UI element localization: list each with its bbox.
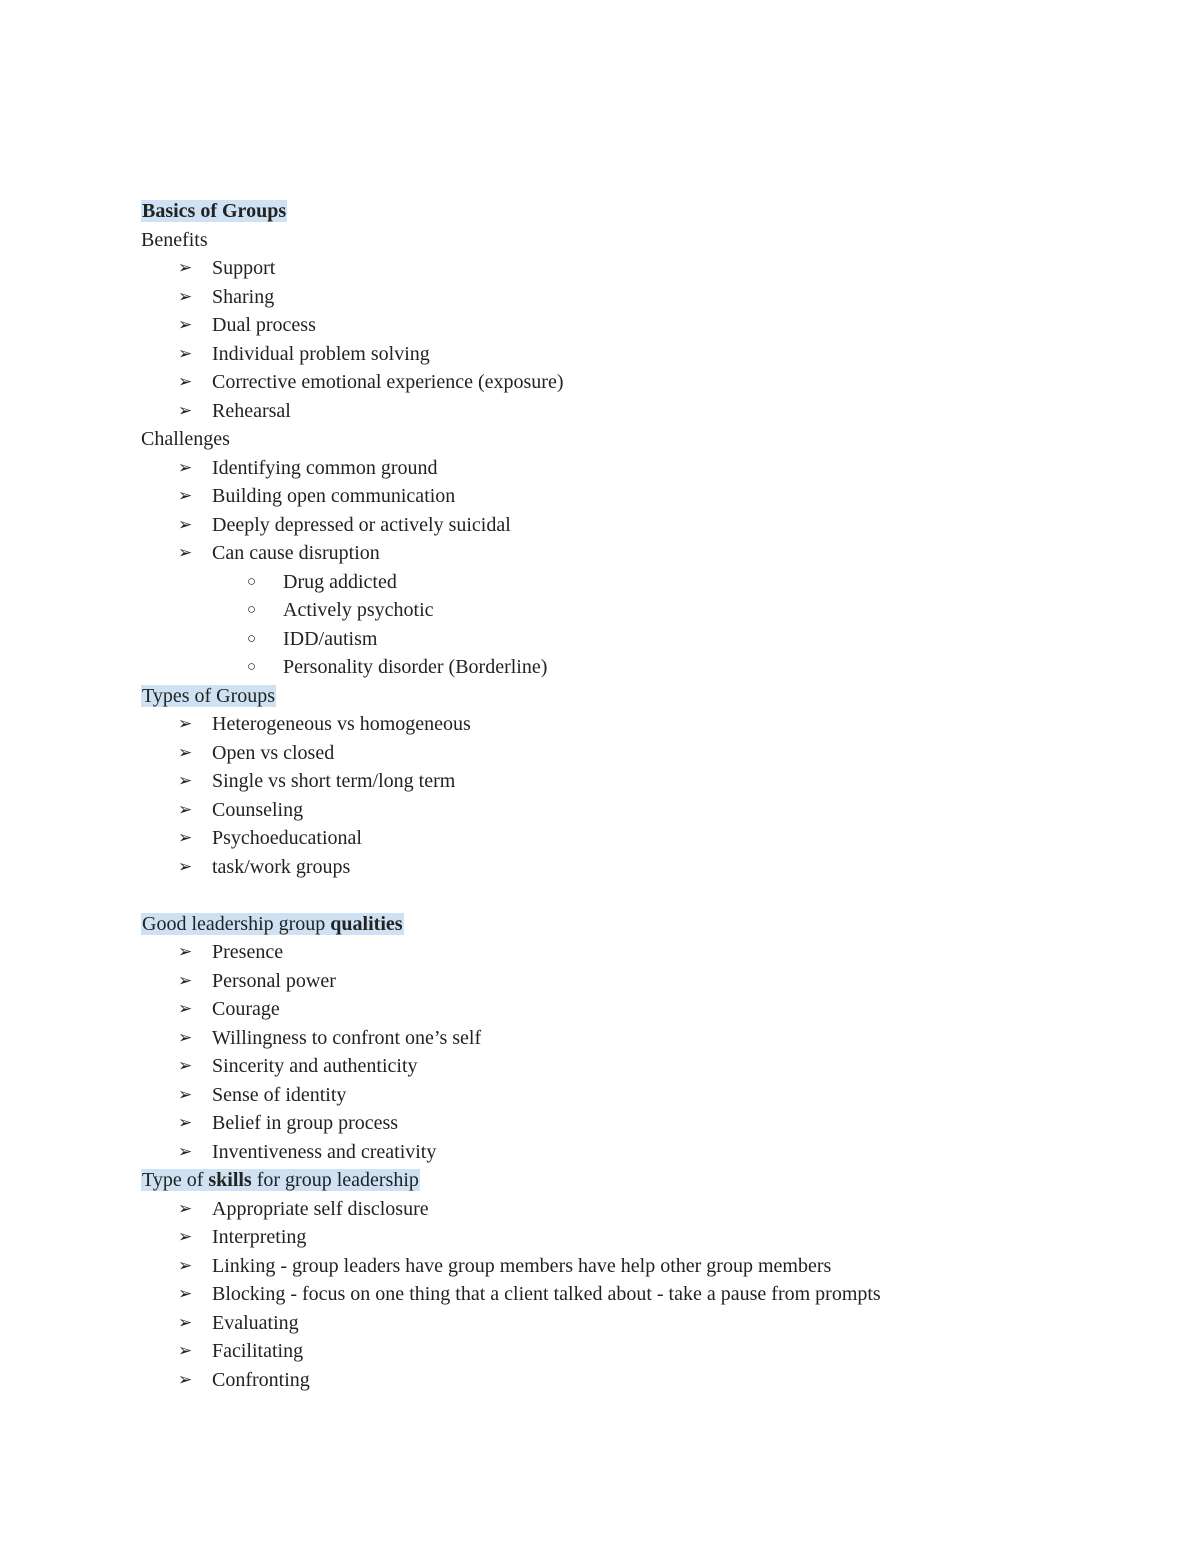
arrow-bullet-icon: ➢ [178,315,193,334]
arrow-bullet-icon: ➢ [178,1341,193,1360]
arrow-bullet-icon: ➢ [178,742,193,762]
arrow-bullet-icon: ➢ [178,942,193,961]
circle-bullet-icon: ○ [247,602,257,618]
arrow-bullet-icon: ➢ [178,856,193,876]
arrow-bullet-icon: ➢ [178,286,193,306]
list-item: ➢ Open vs closed [141,739,1101,768]
section-heading-qualities [141,910,1101,939]
blank-line [141,881,1101,910]
list-item: ➢ Courage [141,995,1101,1024]
list-item: ➢ Interpreting [141,1223,1101,1252]
arrow-bullet-icon: ➢ [178,514,193,534]
list-item: ➢ Sharing [141,283,1101,312]
list-item: ➢ Corrective emotional experience (exposure) [141,368,1101,397]
document-body [141,197,1101,1394]
arrow-bullet-icon: ➢ [178,828,193,847]
arrow-bullet-icon: ➢ [178,714,193,733]
list-item: ➢ Sincerity and authenticity [141,1052,1101,1081]
list-item: ➢ Blocking - focus on one thing that a client talked about - take a pause from prompts [141,1280,1101,1309]
subheading-challenges: Challenges [141,428,230,450]
arrow-bullet-icon: ➢ [178,970,193,990]
arrow-bullet-icon: ➢ [178,1255,193,1275]
circle-bullet-icon: ○ [247,573,257,590]
list-item: ➢ Appropriate self disclosure [141,1195,1101,1224]
list-item: ➢ Sense of identity [141,1081,1101,1110]
heading-text: Good leadership group qualities [142,912,403,935]
list-item: ➢ Confronting [141,1366,1101,1395]
arrow-bullet-icon: ➢ [178,1284,193,1303]
section-heading-types [141,682,1101,711]
heading-text: Types of Groups [142,684,276,707]
arrow-bullet-icon: ➢ [178,1198,193,1218]
heading-text: Type of skills for group leadership [142,1169,419,1191]
list-item: ➢ Support [141,254,1101,283]
arrow-bullet-icon: ➢ [178,1369,193,1389]
circle-bullet-icon: ○ [247,659,257,675]
arrow-bullet-icon: ➢ [178,1113,193,1132]
sub-list-item: ○ Actively psychotic [141,596,1101,625]
arrow-bullet-icon: ➢ [178,1227,193,1246]
sub-list-item: ○ Drug addicted [141,568,1101,597]
list-item: ➢ Identifying common ground [141,454,1101,483]
subheading-benefits: Benefits [141,228,208,251]
list-item: ➢ Belief in group process [141,1109,1101,1138]
arrow-bullet-icon: ➢ [178,258,193,277]
arrow-bullet-icon: ➢ [178,999,193,1018]
arrow-bullet-icon: ➢ [178,1027,193,1047]
sub-list-item: ○ Personality disorder (Borderline) [141,653,1101,682]
list-item: ➢ Dual process [141,311,1101,340]
list-item: ➢ Linking - group leaders have group members have help other group members [141,1252,1101,1281]
list-item: ➢ Heterogeneous vs homogeneous [141,710,1101,739]
arrow-bullet-icon: ➢ [178,1312,193,1332]
list-item: ➢ Individual problem solving [141,340,1101,369]
list-item: ➢ task/work groups [141,853,1101,882]
arrow-bullet-icon: ➢ [178,1056,193,1075]
list-item: ➢ Building open communication [141,482,1101,511]
arrow-bullet-icon: ➢ [178,799,193,819]
arrow-bullet-icon: ➢ [178,543,193,562]
arrow-bullet-icon: ➢ [178,400,193,420]
heading-text: Basics of Groups [142,200,287,222]
circle-bullet-icon: ○ [247,630,257,647]
list-item: ➢ Counseling [141,796,1101,825]
arrow-bullet-icon: ➢ [178,486,193,505]
list-item: ➢ Evaluating [141,1309,1101,1338]
arrow-bullet-icon: ➢ [178,771,193,790]
list-item: ➢ Presence [141,938,1101,967]
sub-list-item: ○ IDD/autism [141,625,1101,654]
list-item: ➢ Rehearsal [141,397,1101,426]
arrow-bullet-icon: ➢ [178,343,193,363]
list-item: ➢ Psychoeducational [141,824,1101,853]
arrow-bullet-icon: ➢ [178,1141,193,1161]
section-heading-skills [141,1166,1101,1195]
list-item: ➢ Single vs short term/long term [141,767,1101,796]
list-item: ➢ Inventiveness and creativity [141,1138,1101,1167]
list-item: ➢ Can cause disruption [141,539,1101,568]
section-heading-basics [141,197,1101,226]
list-item: ➢ Willingness to confront one’s self [141,1024,1101,1053]
arrow-bullet-icon: ➢ [178,1084,193,1104]
list-item: ➢ Facilitating [141,1337,1101,1366]
arrow-bullet-icon: ➢ [178,372,193,391]
list-item: ➢ Deeply depressed or actively suicidal [141,511,1101,540]
arrow-bullet-icon: ➢ [178,457,193,477]
list-item: ➢ Personal power [141,967,1101,996]
